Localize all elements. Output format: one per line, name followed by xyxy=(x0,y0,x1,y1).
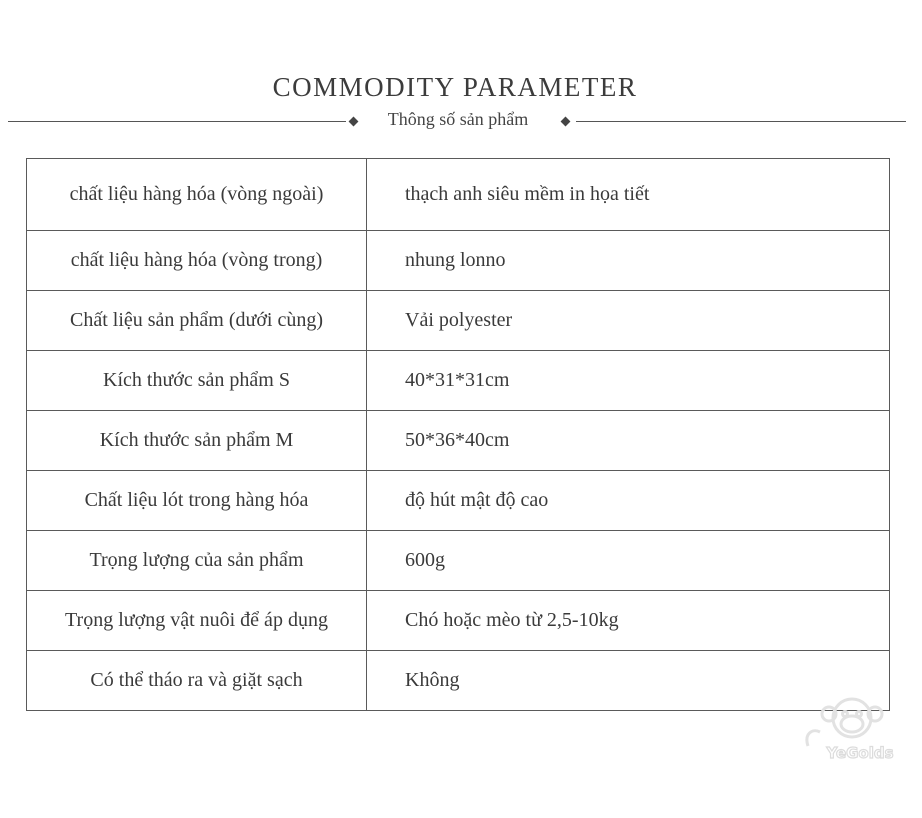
table-row xyxy=(27,351,890,411)
table-row xyxy=(27,231,890,291)
table-row xyxy=(27,411,890,471)
param-value: 50*36*40cm xyxy=(367,411,890,471)
page-subtitle: Thông số sản phẩm xyxy=(387,109,529,129)
diamond-left-icon xyxy=(349,117,359,127)
param-value: 600g xyxy=(367,531,890,591)
param-value: thạch anh siêu mềm in họa tiết xyxy=(367,159,890,231)
param-name: chất liệu hàng hóa (vòng trong) xyxy=(27,231,367,291)
title-divider-right xyxy=(576,121,906,122)
param-name: Kích thước sản phẩm S xyxy=(27,351,367,411)
param-value: Không xyxy=(367,651,890,711)
diamond-right-icon xyxy=(561,117,571,127)
param-name: Chất liệu lót trong hàng hóa xyxy=(27,471,367,531)
param-value: nhung lonno xyxy=(367,231,890,291)
param-value: 40*31*31cm xyxy=(367,351,890,411)
table-row xyxy=(27,159,890,231)
table-row xyxy=(27,291,890,351)
table-row xyxy=(27,471,890,531)
param-name: Trọng lượng của sản phẩm xyxy=(27,531,367,591)
monkey-logo-icon xyxy=(802,694,898,764)
param-name: Có thể tháo ra và giặt sạch xyxy=(27,651,367,711)
param-value: độ hút mật độ cao xyxy=(367,471,890,531)
param-value: Vải polyester xyxy=(367,291,890,351)
page-title: COMMODITY PARAMETER xyxy=(272,72,638,102)
watermark-text: YeGolds xyxy=(826,744,894,762)
parameter-table xyxy=(26,158,890,711)
param-name: Chất liệu sản phẩm (dưới cùng) xyxy=(27,291,367,351)
table-row xyxy=(27,531,890,591)
param-value: Chó hoặc mèo từ 2,5-10kg xyxy=(367,591,890,651)
table-row xyxy=(27,591,890,651)
table-row xyxy=(27,651,890,711)
param-name: Trọng lượng vật nuôi để áp dụng xyxy=(27,591,367,651)
param-name: Kích thước sản phẩm M xyxy=(27,411,367,471)
param-name: chất liệu hàng hóa (vòng ngoài) xyxy=(27,159,367,231)
title-divider-left xyxy=(8,121,346,122)
